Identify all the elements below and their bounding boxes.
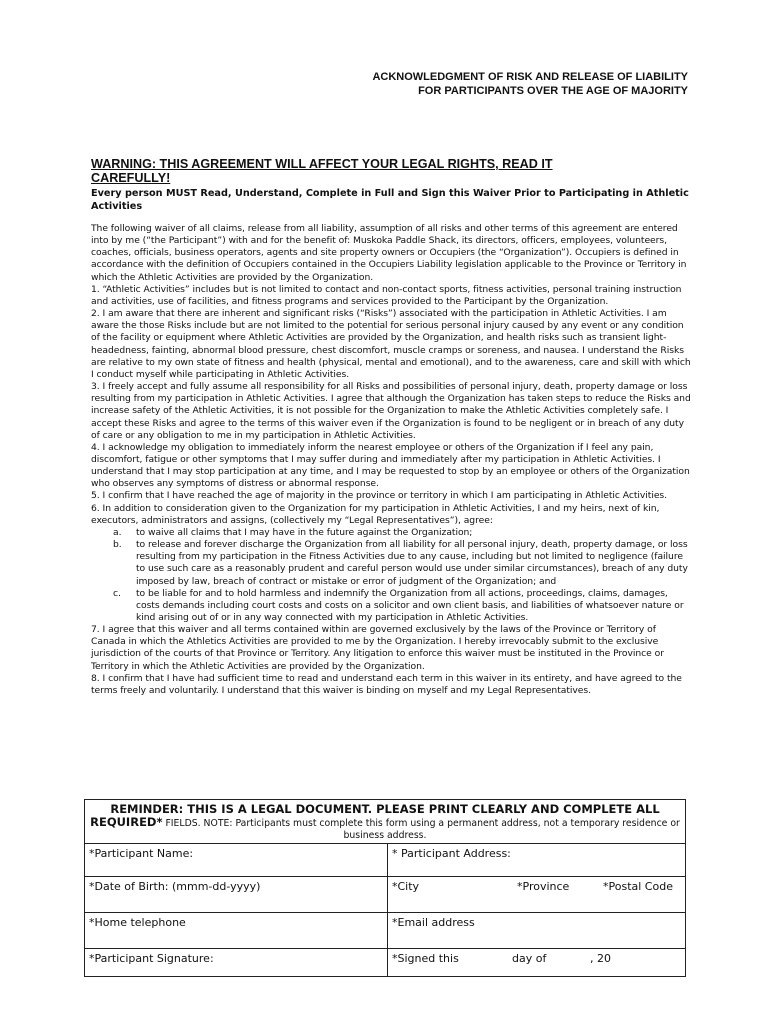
- day-of-label: day of: [512, 952, 547, 965]
- signed-this-label: *Signed this: [392, 952, 459, 965]
- document-header: [372, 70, 688, 98]
- clause-6-item-b: [91, 539, 691, 588]
- clause-6-item-a: [91, 527, 691, 539]
- form-row-name: [85, 844, 685, 877]
- date-of-birth-field[interactable]: *Date of Birth: (mmm-dd-yyyy): [85, 877, 388, 912]
- participant-form: [84, 799, 686, 977]
- year-label: , 20: [590, 952, 611, 965]
- item-letter: a.: [113, 526, 122, 538]
- reminder-title: REMINDER: THIS IS A LEGAL DOCUMENT. PLEASE PRINT CLEARLY AND COMPLETE ALL: [110, 802, 660, 816]
- warning-heading: WARNING: THIS AGREEMENT WILL AFFECT YOUR LEGAL RIGHTS, READ IT CAREFULLY!: [91, 157, 553, 185]
- participant-address-field[interactable]: * Participant Address:: [392, 847, 511, 860]
- form-row-contact: [85, 913, 685, 949]
- clause-3: 3. I freely accept and fully assume all responsibility for all Risks and possibilities of personal injury, death, property damage or loss resulting from my participation in Athletic Activities. I agree that although the Organization has taken steps to reduce the Risks and increase safety of the Athletic Activities, it is not possible for the Organization to make the Athletic Activities completely safe. I accept these Risks and agree to the terms of this waiver even if the Organization is found to be negligent or in breach of any duty of care or any obligation to me in my participation in Athletic Activities.: [91, 381, 691, 441]
- clause-8: 8. I confirm that I have had sufficient time to read and understand each term in this waiver in its entirety, and have agreed to the terms freely and voluntarily. I understand that this waiver is binding on myself and my Legal Representatives.: [91, 672, 682, 696]
- reminder-box: [85, 800, 685, 844]
- province-field[interactable]: *Province: [517, 880, 570, 893]
- form-row-signature: [85, 949, 685, 976]
- home-telephone-field[interactable]: *Home telephone: [85, 913, 388, 948]
- item-text: to be liable for and to hold harmless and indemnify the Organization from all actions, proceedings, claims, damages, costs demands including court costs and costs on a solicitor and own client basis, and liabilities of whatsoever nature or kind arising out of or in any way connected with my participation in Athletic Activities.: [136, 587, 684, 623]
- clause-6: 6. In addition to consideration given to the Organization for my participation in Athletic Activities, I and my heirs, next of kin, executors, administrators and assigns, (collectively my “Legal Representatives”), agree:: [91, 502, 660, 526]
- participant-name-field[interactable]: *Participant Name:: [85, 844, 388, 876]
- clause-1: 1. “Athletic Activities” includes but is not limited to contact and non-contact sports, fitness activities, personal training instruction and activities, use of facilities, and fitness programs and services provided to the Participant by the Organization.: [91, 283, 682, 307]
- city-field[interactable]: *City: [392, 880, 420, 893]
- item-letter: c.: [113, 587, 121, 599]
- item-text: to waive all claims that I may have in the future against the Organization;: [136, 526, 473, 538]
- form-row-birth: [85, 877, 685, 913]
- participant-signature-field[interactable]: *Participant Signature:: [85, 949, 388, 976]
- signed-date-field[interactable]: [388, 949, 685, 976]
- clause-6-item-c: [91, 588, 691, 624]
- waiver-body: [91, 223, 691, 697]
- reminder-note: FIELDS. NOTE: Participants must complete this form using a permanent address, not a temporary residence or business address.: [162, 818, 680, 841]
- header-line-1: ACKNOWLEDGMENT OF RISK AND RELEASE OF LIABILITY: [372, 71, 688, 83]
- header-line-2: FOR PARTICIPANTS OVER THE AGE OF MAJORITY: [418, 85, 688, 97]
- clause-7: 7. I agree that this waiver and all terms contained within are governed exclusively by the laws of the Province or Territory of Canada in which the Athletics Activities are provided to me by the Organization. I hereby irrevocably submit to the exclusive jurisdiction of the courts of that Province or Territory. Any litigation to enforce this waiver must be instituted in the Province or Territory in which the Athletic Activities are provided by the Organization.: [91, 624, 664, 672]
- intro-paragraph: The following waiver of all claims, release from all liability, assumption of all risks and other terms of this agreement are entered into by me (“the Participant”) with and for the benefit of: Muskoka Paddle Shack, its directors, officers, employees, volunteers, coaches, officials, business operators, agents and site property owners or Occupiers (the “Organization”). Occupiers is defined in accordance with the definition of Occupiers contained in the Occupiers Liability legislation applicable to the Province or Territory in which the Athletic Activities are provided by the Organization.: [91, 223, 687, 283]
- item-text: to release and forever discharge the Organization from all liability for all personal injury, death, property damage, or loss resulting from my participation in the Fitness Activities due to any cause, including but not limited to negligence (failure to use such care as a reasonably prudent and careful person would use under similar circumstances), breach of any duty imposed by law, breach of contract or mistake or error of judgment of the Organization; and: [136, 539, 688, 587]
- postal-code-field[interactable]: *Postal Code: [603, 880, 673, 893]
- clause-2: 2. I am aware that there are inherent and significant risks (“Risks”) associated with the participation in Athletic Activities. I am aware the those Risks include but are not limited to the potential for serious personal injury caused by any event or any condition of the facility or equipment where Athletic Activities are provided by the Organization, and health risks such as transient light-headedness, fainting, abnormal blood pressure, chest discomfort, muscle cramps or soreness, and nausea. I understand the Risks are relative to my own state of fitness and health (physical, mental and emotional), and to the awareness, care and skill with which I conduct myself while participating in Athletic Activities.: [91, 308, 691, 380]
- reminder-required: REQUIRED*: [90, 815, 163, 829]
- reminder-note-line: [85, 816, 685, 842]
- instruction-subheading: Every person MUST Read, Understand, Complete in Full and Sign this Waiver Prior to Participating in Athletic Activities: [91, 188, 689, 212]
- email-address-field[interactable]: *Email address: [392, 916, 475, 929]
- clause-5: 5. I confirm that I have reached the age of majority in the province or territory in which I am participating in Athletic Activities.: [91, 490, 668, 502]
- clause-4: 4. I acknowledge my obligation to immediately inform the nearest employee or others of the Organization if I feel any pain, discomfort, fatigue or other symptoms that I may suffer during and immediately after my participation in Athletic Activities. I understand that I may stop participation at any time, and I may be requested to stop by an employee or others of the Organization who observes any symptoms of distress or abnormal response.: [91, 441, 690, 490]
- item-letter: b.: [113, 539, 122, 551]
